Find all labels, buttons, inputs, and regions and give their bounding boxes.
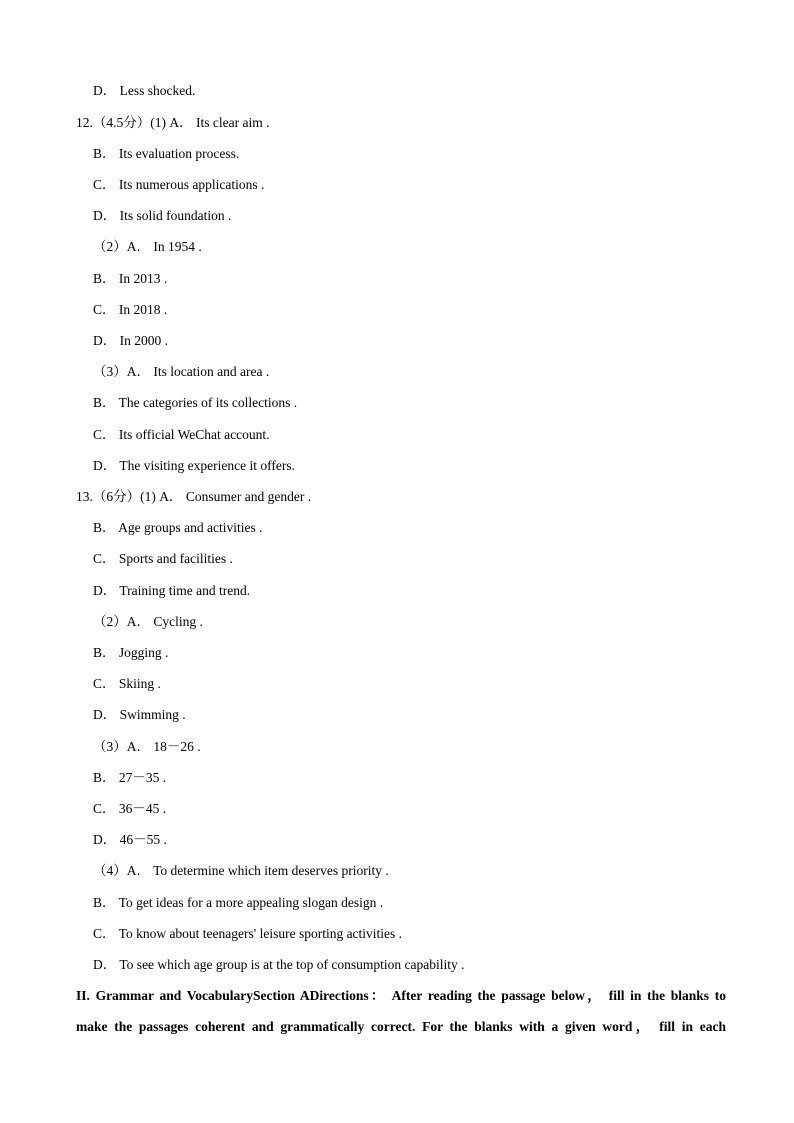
- question-13-part2-option-a: （2）A． Cycling .: [93, 614, 203, 629]
- question-13-part1-option-d: D． Training time and trend.: [93, 583, 251, 598]
- question-12-part3-option-a: （3）A． Its location and area .: [93, 364, 270, 379]
- question-13-part3-option-a: （3）A． 18－26 .: [93, 739, 201, 754]
- question-13-part3-option-b: B． 27－35 .: [93, 770, 167, 785]
- question-13-part4-option-d: D． To see which age group is at the top of consumption capability .: [93, 957, 465, 972]
- section-heading-line-1: II. Grammar and VocabularySection ADirections： After reading the passage below， fill in the blanks to: [76, 988, 726, 1003]
- question-13-part2-option-d: D． Swimming .: [93, 707, 186, 722]
- question-13-part3-option-d: D． 46－55 .: [93, 832, 167, 847]
- question-13-part4-option-b: B． To get ideas for a more appealing slogan design .: [93, 895, 384, 910]
- section-heading-line-2: make the passages coherent and grammatically correct. For the blanks with a given word， fill in each: [76, 1019, 726, 1034]
- question-13-part2-option-c: C． Skiing .: [93, 676, 161, 691]
- question-13-part1-option-b: B． Age groups and activities .: [93, 520, 263, 535]
- question-12-part1-option-b: B． Its evaluation process.: [93, 146, 240, 161]
- question-12-part2-option-d: D． In 2000 .: [93, 333, 168, 348]
- question-12-part3-option-c: C． Its official WeChat account.: [93, 427, 270, 442]
- question-12-part1-option-a: 12.（4.5分）(1) A． Its clear aim .: [76, 115, 270, 130]
- question-13-part1-option-a: 13.（6分）(1) A． Consumer and gender .: [76, 489, 312, 504]
- option-11-d: D． Less shocked.: [93, 83, 196, 98]
- question-12-part2-option-c: C． In 2018 .: [93, 302, 168, 317]
- question-13-part2-option-b: B． Jogging .: [93, 645, 169, 660]
- question-12-part2-option-b: B． In 2013 .: [93, 271, 168, 286]
- question-13-part3-option-c: C． 36－45 .: [93, 801, 167, 816]
- question-13-part4-option-c: C． To know about teenagers' leisure sporting activities .: [93, 926, 403, 941]
- question-12-part3-option-d: D． The visiting experience it offers.: [93, 458, 295, 473]
- question-12-part3-option-b: B． The categories of its collections .: [93, 395, 298, 410]
- question-13-part1-option-c: C． Sports and facilities .: [93, 551, 233, 566]
- question-13-part4-option-a: （4）A． To determine which item deserves priority .: [93, 863, 389, 878]
- question-12-part1-option-c: C． Its numerous applications .: [93, 177, 265, 192]
- question-12-part2-option-a: （2）A． In 1954 .: [93, 239, 202, 254]
- question-12-part1-option-d: D． Its solid foundation .: [93, 208, 232, 223]
